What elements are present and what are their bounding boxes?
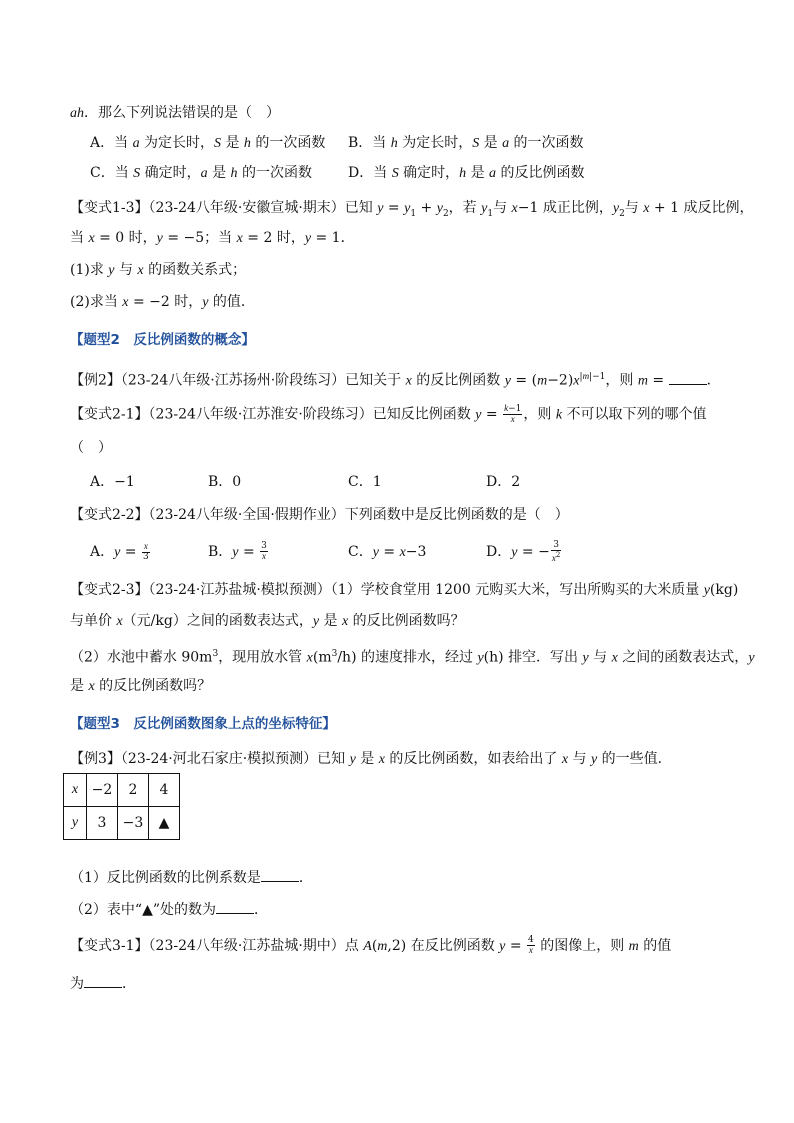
option-d: D．y = − $\frac{3}{x^2}$ bbox=[486, 539, 561, 563]
variant-2-1-line1: 【变式2-1】（23-24八年级·江苏淮安·阶段练习）已知反比例函数 y = $\frac{k-1}{x}$ ，则 k 不可以取下列的哪个值 bbox=[70, 403, 707, 424]
example-2: 【例2】（23-24八年级·江苏扬州·阶段练习）已知关于 x 的反比例函数 $y = (m-2)x^{|m|-1}$，则 m = ． bbox=[70, 371, 721, 389]
variant-1-3-part2: (2)求当 x = −2 时，y 的值． bbox=[70, 294, 255, 310]
option-c: C．当 S 确定时，a 是 h 的一次函数 bbox=[90, 165, 312, 181]
variant-3-1-line2: 为 ． bbox=[70, 973, 136, 994]
example-3-part1: （1）反比例函数的比例系数是 ． bbox=[70, 867, 313, 888]
option-b: B．当 h 为定长时，S 是 a 的一次函数 bbox=[348, 135, 584, 151]
table-cell: −2 bbox=[87, 774, 118, 807]
options-row-1 bbox=[90, 133, 690, 153]
option-d: D．当 S 确定时，h 是 a 的反比例函数 bbox=[348, 165, 585, 181]
option-a: A．当 a 为定长时，S 是 h 的一次函数 bbox=[90, 135, 326, 151]
option-d: D．2 bbox=[486, 474, 521, 490]
section-heading-2: 【题型2 反比例函数的概念】 bbox=[70, 332, 255, 348]
variant-2-2: 【变式2-2】（23-24八年级·全国·假期作业）下列函数中是反比例函数的是（ ） bbox=[70, 507, 569, 523]
option-b: B．y = $\frac{3}{x}$ bbox=[208, 541, 267, 561]
table-cell: y bbox=[64, 807, 87, 840]
option-a: A．y = $\frac{x}{3}$ bbox=[90, 541, 149, 562]
options-row-2 bbox=[90, 163, 690, 183]
option-a: A．−1 bbox=[90, 474, 135, 490]
table-cell: ▲ bbox=[149, 807, 180, 840]
value-table bbox=[63, 773, 180, 840]
variant-3-1-line1: 【变式3-1】（23-24八年级·江苏盐城·期中）点 A(m,2) 在反比例函数 y = $\frac{4}{x}$ 的图像上，则 m 的值 bbox=[70, 935, 672, 955]
variant-2-3-line4: 是 x 的反比例函数吗？ bbox=[70, 678, 212, 694]
variant-2-3-line1: 【变式2-3】（23-24·江苏盐城·模拟预测）（1）学校食堂用 1200 元购买大米，写出所购买的大米质量 y(kg) bbox=[70, 582, 739, 598]
table-cell: 3 bbox=[87, 807, 118, 840]
table-row bbox=[64, 774, 180, 807]
variant-2-2-options bbox=[90, 540, 690, 564]
variant-2-1-line2: （ ） bbox=[70, 440, 112, 456]
variant-2-1-options bbox=[90, 472, 690, 492]
variant-2-3-line3: （2）水池中蓄水 $90m^3$，现用放水管 $x(m^3/h)$ 的速度排水，经过 y(h) 排空．写出 y 与 x 之间的函数表达式，y bbox=[70, 649, 755, 666]
question-stem-tail: ah．那么下列说法错误的是（ ） bbox=[70, 105, 280, 121]
table-cell: x bbox=[64, 774, 87, 807]
table-row bbox=[64, 807, 180, 840]
variant-1-3-line1: 【变式1-3】（23-24八年级·安徽宣城·期末）已知 $y = y_1 + y_2$，若 $y_1$与 x−1 成正比例，$y_2$与 x + 1 成反比例， bbox=[70, 200, 754, 219]
section-heading-3: 【题型3 反比例函数图象上点的坐标特征】 bbox=[70, 716, 336, 732]
option-c: C．y = x−3 bbox=[348, 544, 427, 560]
variant-1-3-line2: 当 x = 0 时，y = −5；当 x = 2 时，y = 1． bbox=[70, 230, 355, 246]
example-3: 【例3】（23-24·河北石家庄·模拟预测）已知 y 是 x 的反比例函数，如表给出了 x 与 y 的一些值． bbox=[70, 751, 672, 767]
table-cell: 2 bbox=[118, 774, 149, 807]
variant-2-3-line2: 与单价 x（元/kg）之间的函数表达式，y 是 x 的反比例函数吗？ bbox=[70, 613, 465, 629]
option-b: B．0 bbox=[208, 474, 242, 490]
option-c: C．1 bbox=[348, 474, 382, 490]
table-cell: 4 bbox=[149, 774, 180, 807]
table-cell: −3 bbox=[118, 807, 149, 840]
example-3-part2: （2）表中“▲”处的数为 ． bbox=[70, 899, 268, 920]
variant-1-3-part1: (1)求 y 与 x 的函数关系式； bbox=[70, 262, 247, 278]
